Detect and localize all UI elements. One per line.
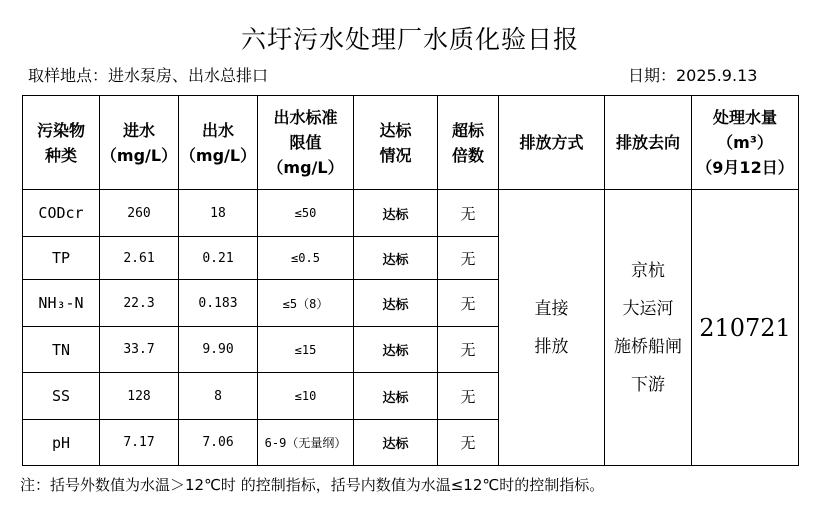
inflow-value: 260	[100, 190, 179, 237]
status-value: 达标	[354, 190, 438, 237]
status-value: 达标	[354, 420, 438, 466]
status-value: 达标	[354, 373, 438, 420]
header-exceed: 超标 倍数	[438, 96, 499, 190]
sampling-site: 取样地点：进水泵房、出水总排口	[28, 66, 269, 85]
limit-value: ≤50	[258, 190, 354, 237]
discharge-mode-cell: 直接 排放	[499, 190, 605, 466]
inflow-value: 7.17	[100, 420, 179, 466]
exceed-value: 无	[438, 327, 499, 373]
header-outflow: 出水 （mg/L）	[179, 96, 258, 190]
outflow-value: 18	[179, 190, 258, 237]
inflow-value: 128	[100, 373, 179, 420]
pollutant-name: NH₃-N	[23, 280, 100, 327]
outflow-value: 0.21	[179, 237, 258, 280]
limit-value: ≤15	[258, 327, 354, 373]
status-value: 达标	[354, 237, 438, 280]
inflow-value: 22.3	[100, 280, 179, 327]
pollutant-name: pH	[23, 420, 100, 466]
header-pollutant: 污染物 种类	[23, 96, 100, 190]
limit-value: ≤5（8）	[258, 280, 354, 327]
exceed-value: 无	[438, 237, 499, 280]
inflow-value: 33.7	[100, 327, 179, 373]
header-row	[23, 96, 799, 190]
treated-volume: 210721	[692, 190, 799, 466]
exceed-value: 无	[438, 280, 499, 327]
exceed-value: 无	[438, 420, 499, 466]
pollutant-name: TP	[23, 237, 100, 280]
report-date: 日期：2025.9.13	[628, 66, 758, 85]
outflow-value: 9.90	[179, 327, 258, 373]
report-title: 六圩污水处理厂水质化验日报	[240, 25, 579, 54]
water-quality-table	[22, 95, 799, 466]
header-inflow: 进水 （mg/L）	[100, 96, 179, 190]
status-value: 达标	[354, 280, 438, 327]
limit-value: ≤10	[258, 373, 354, 420]
outflow-value: 0.183	[179, 280, 258, 327]
status-value: 达标	[354, 327, 438, 373]
inflow-value: 2.61	[100, 237, 179, 280]
outflow-value: 7.06	[179, 420, 258, 466]
discharge-dest-cell: 京杭 大运河 施桥船闸 下游	[605, 190, 692, 466]
limit-value: 6-9（无量纲）	[258, 420, 354, 466]
footnote: 注：括号外数值为水温＞12℃时 的控制指标，括号内数值为水温≤12℃时的控制指标。	[20, 476, 605, 494]
exceed-value: 无	[438, 373, 499, 420]
pollutant-name: TN	[23, 327, 100, 373]
header-discharge-dest: 排放去向	[605, 96, 692, 190]
outflow-value: 8	[179, 373, 258, 420]
header-volume: 处理水量 （m³） （9月12日）	[692, 96, 799, 190]
header-status: 达标 情况	[354, 96, 438, 190]
pollutant-name: CODcr	[23, 190, 100, 237]
table-row	[23, 190, 799, 237]
header-discharge-mode: 排放方式	[499, 96, 605, 190]
exceed-value: 无	[438, 190, 499, 237]
pollutant-name: SS	[23, 373, 100, 420]
header-limit: 出水标准 限值 （mg/L）	[258, 96, 354, 190]
limit-value: ≤0.5	[258, 237, 354, 280]
